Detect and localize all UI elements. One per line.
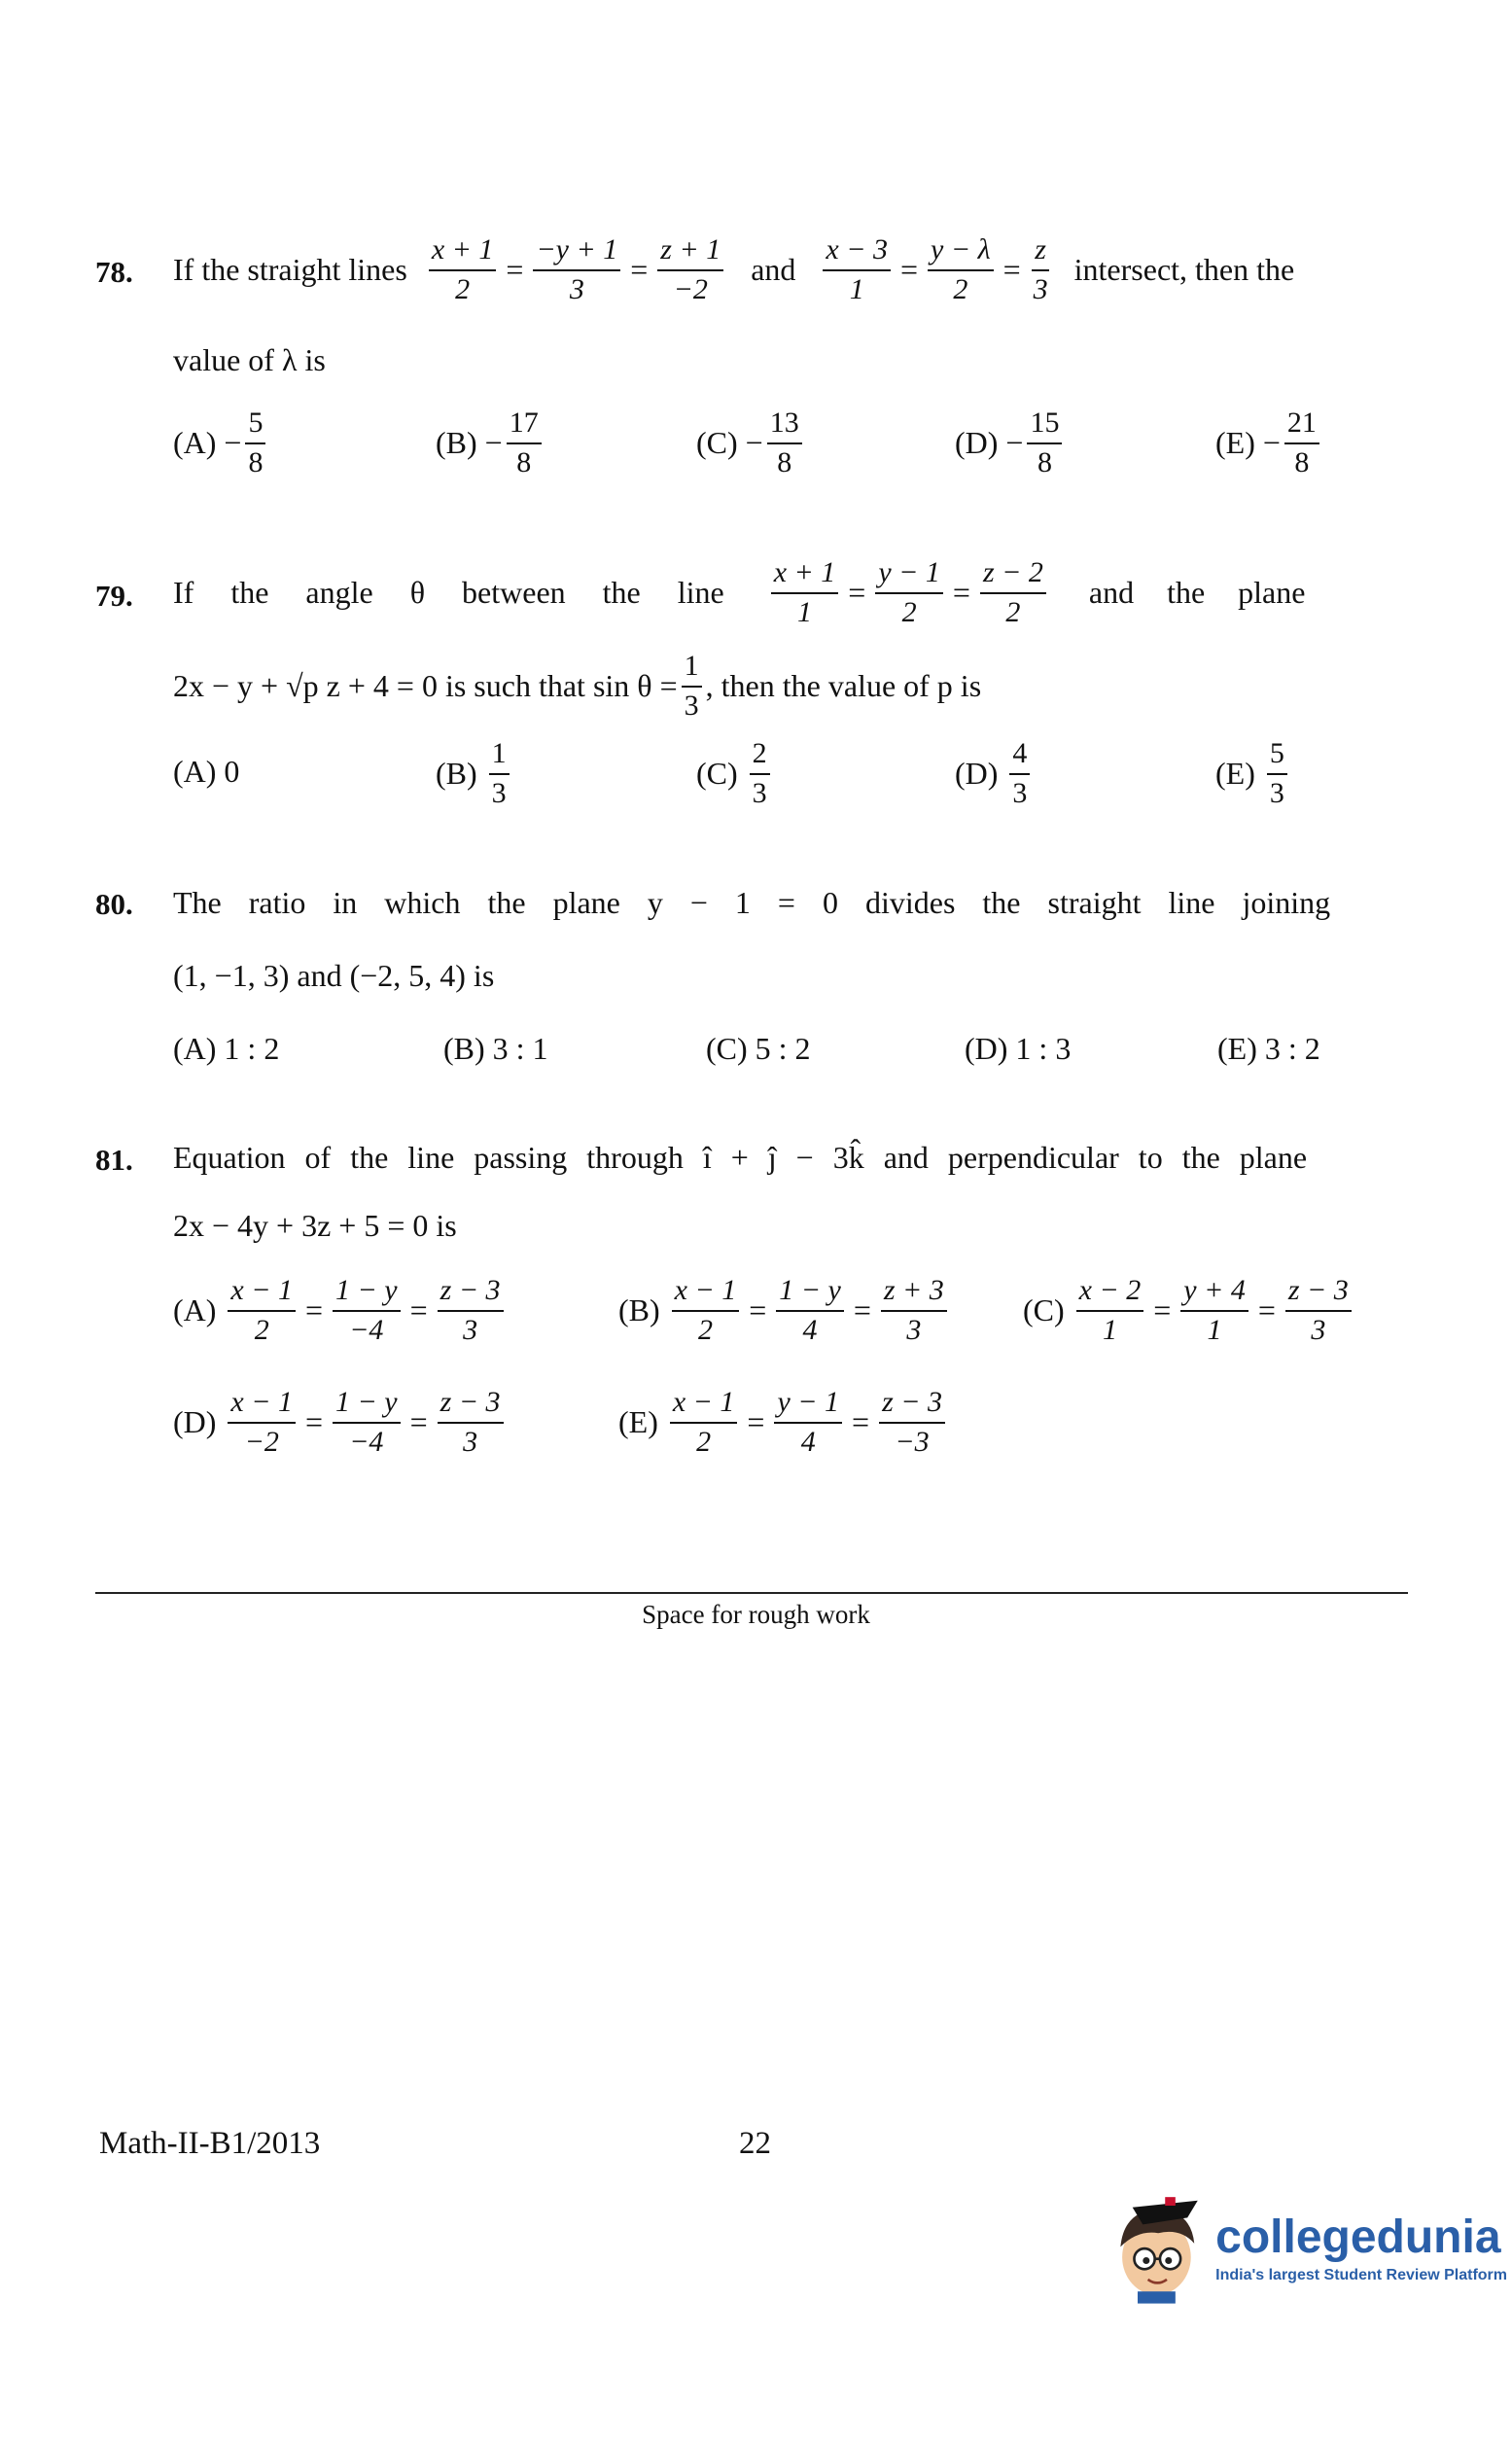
q80-line-b: (1, −1, 3) and (−2, 5, 4) is	[173, 958, 495, 993]
q79-frac-3: $\frac{z - 2}{2}$	[980, 556, 1046, 629]
q78-option-e[interactable]: (E) − $\frac{21}{8}$	[1215, 407, 1323, 479]
q81-line-a: Equation of the line passing through î + ĵ − 3k̂ and perpendicular to the plane	[173, 1140, 1308, 1175]
q78-l1-frac-1: $\frac{x + 1}{2}$	[429, 233, 497, 306]
q78-intro: If the straight lines	[173, 252, 407, 287]
q79-line-b-post: , then the value of p is	[705, 668, 982, 703]
rough-work-label: Space for rough work	[642, 1600, 870, 1629]
collegedunia-logo[interactable]	[1108, 2186, 1507, 2313]
q79-option-a[interactable]: (A) 0	[173, 754, 240, 789]
q78-l2-frac-2: $\frac{y - \lambda}{2}$	[928, 233, 994, 306]
q81-option-b[interactable]: (B) $\frac{x - 1}{2}$ = $\frac{1 - y}{4}$ = $\frac{z + 3}{3}$	[618, 1274, 951, 1347]
q78-l1-frac-3: $\frac{z + 1}{-2}$	[657, 233, 723, 306]
q80-option-e[interactable]: (E) 3 : 2	[1217, 1031, 1320, 1066]
q78-and: and	[751, 252, 796, 287]
q79-sin-frac: $\frac{1}{3}$	[682, 650, 702, 723]
question-78-number: 78.	[95, 255, 133, 289]
question-79-number: 79.	[95, 579, 133, 613]
paper-code: Math-II-B1/2013	[99, 2126, 321, 2161]
q81-option-d[interactable]: (D) $\frac{x - 1}{-2}$ = $\frac{1 - y}{-4}$ = $\frac{z - 3}{3}$	[173, 1386, 508, 1459]
q79-intro: If the angle θ between the line	[173, 575, 724, 610]
q81-line-b: 2x − 4y + 3z + 5 = 0 is	[173, 1208, 457, 1243]
q78-option-b[interactable]: (B) − $\frac{17}{8}$	[436, 407, 545, 479]
q78-l2-frac-3: $\frac{z}{3}$	[1033, 233, 1048, 305]
question-79-stem: If the angle θ between the line $\frac{x + 1}{1}$ = $\frac{y - 1}{2}$ = $\frac{z - 2}{2}$ and the plane	[173, 556, 1306, 628]
q79-line-b	[173, 650, 981, 723]
q81-option-c[interactable]: (C) $\frac{x - 2}{1}$ = $\frac{y + 4}{1}$ = $\frac{z - 3}{3}$	[1023, 1274, 1355, 1347]
q78-line-b: value of λ is	[173, 342, 326, 377]
q80-option-c[interactable]: (C) 5 : 2	[706, 1031, 811, 1066]
q78-option-a[interactable]: (A) − $\frac{5}{8}$	[173, 407, 269, 479]
q79-option-b[interactable]: (B) $\frac{1}{3}$	[436, 737, 513, 810]
q80-option-b[interactable]: (B) 3 : 1	[443, 1031, 548, 1066]
q79-option-e[interactable]: (E) $\frac{5}{3}$	[1215, 737, 1291, 810]
q78-tail: intersect, then the	[1073, 252, 1295, 287]
q81-option-e[interactable]: (E) $\frac{x - 1}{2}$ = $\frac{y - 1}{4}$ = $\frac{z - 3}{-3}$	[618, 1386, 949, 1459]
question-80-number: 80.	[95, 887, 133, 921]
mascot-icon	[1108, 2188, 1210, 2311]
q79-frac-2: $\frac{y - 1}{2}$	[875, 556, 943, 629]
q79-option-c[interactable]: (C) $\frac{2}{3}$	[696, 737, 774, 810]
logo-wordmark: collegedunia	[1215, 2211, 1501, 2263]
q79-tail: and the plane	[1088, 575, 1306, 610]
q80-line-a: The ratio in which the plane y − 1 = 0 divides the straight line joining	[173, 885, 1331, 920]
question-81-number: 81.	[95, 1143, 133, 1177]
question-78-stem: If the straight lines $\frac{x + 1}{2}$ = $\frac{-y + 1}{3}$ = $\frac{z + 1}{-2}$ and $\frac{x - 3}{1}$ = $\frac{y - \lambda}{2}$ = $\frac{z}{3}$ intersect, then the	[173, 233, 1295, 305]
q79-option-d[interactable]: (D) $\frac{4}{3}$	[955, 737, 1034, 810]
rough-work-divider	[95, 1592, 1408, 1594]
q78-option-d[interactable]: (D) − $\frac{15}{8}$	[955, 407, 1066, 479]
page-number: 22	[739, 2126, 771, 2161]
q80-option-d[interactable]: (D) 1 : 3	[965, 1031, 1072, 1066]
q78-l2-frac-1: $\frac{x - 3}{1}$	[823, 233, 891, 306]
q81-option-a[interactable]: (A) $\frac{x - 1}{2}$ = $\frac{1 - y}{-4}$ = $\frac{z - 3}{3}$	[173, 1274, 508, 1347]
q80-option-a[interactable]: (A) 1 : 2	[173, 1031, 280, 1066]
q78-option-c[interactable]: (C) − $\frac{13}{8}$	[696, 407, 806, 479]
q78-l1-frac-2: $\frac{-y + 1}{3}$	[533, 233, 620, 306]
q79-frac-1: $\frac{x + 1}{1}$	[771, 556, 839, 629]
logo-tagline: India's largest Student Review Platform	[1215, 2267, 1507, 2283]
q79-plane: 2x − y + √p z + 4 = 0 is such that sin θ =	[173, 668, 678, 703]
